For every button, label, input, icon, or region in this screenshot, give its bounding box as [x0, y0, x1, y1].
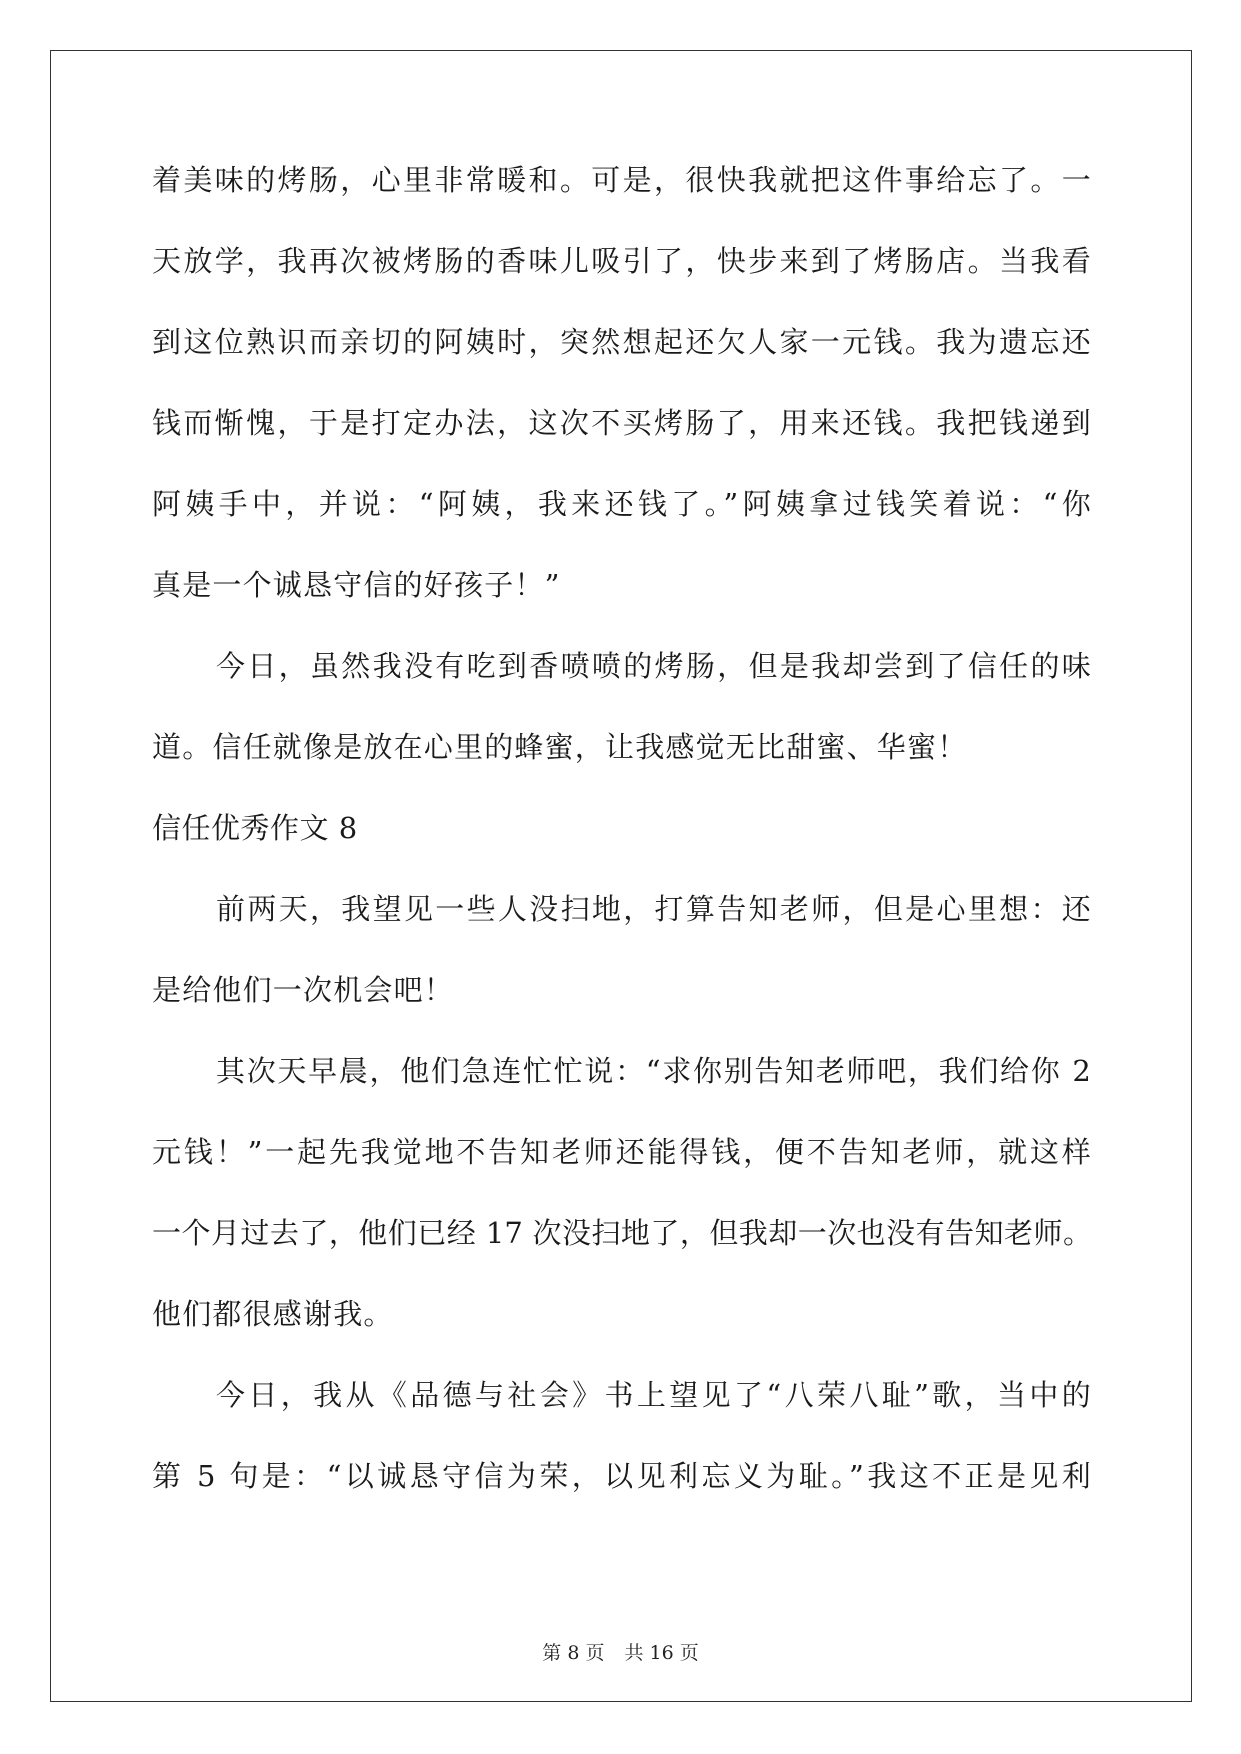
paragraph-line: 元钱！”一起先我觉地不告知老师还能得钱，便不告知老师，就这样	[152, 1135, 1092, 1169]
document-body	[152, 150, 1092, 1527]
page-footer	[0, 1638, 1241, 1665]
paragraph-line: 其次天早晨，他们急连忙忙说：“求你别告知老师吧，我们给你 2	[216, 1054, 1092, 1088]
paragraph-line: 今日，虽然我没有吃到香喷喷的烤肠，但是我却尝到了信任的味	[216, 649, 1092, 683]
paragraph-line: 第 5 句是：“以诚恳守信为荣，以见利忘义为耻。”我这不正是见利	[152, 1459, 1092, 1493]
paragraph-line: 一个月过去了，他们已经 17 次没扫地了，但我却一次也没有告知老师。	[152, 1216, 1092, 1250]
paragraph-line: 他们都很感谢我。	[152, 1297, 394, 1331]
paragraph-line: 到这位熟识而亲切的阿姨时，突然想起还欠人家一元钱。我为遗忘还	[152, 325, 1092, 359]
paragraph-line: 真是一个诚恳守信的好孩子！”	[152, 568, 561, 602]
paragraph-line: 阿姨手中，并说：“阿姨，我来还钱了。”阿姨拿过钱笑着说：“你	[152, 487, 1092, 521]
paragraph-line: 天放学，我再次被烤肠的香味儿吸引了，快步来到了烤肠店。当我看	[152, 244, 1092, 278]
paragraph-line: 着美味的烤肠，心里非常暖和。可是，很快我就把这件事给忘了。一	[152, 163, 1092, 197]
paragraph-line: 今日，我从《品德与社会》书上望见了“八荣八耻”歌，当中的	[216, 1378, 1092, 1412]
page-total: 共 16 页	[624, 1642, 699, 1664]
section-heading: 信任优秀作文 8	[152, 811, 358, 845]
paragraph-line: 前两天，我望见一些人没扫地，打算告知老师，但是心里想：还	[216, 892, 1092, 926]
paragraph-line: 钱而惭愧，于是打定办法，这次不买烤肠了，用来还钱。我把钱递到	[152, 406, 1092, 440]
paragraph-line: 道。信任就像是放在心里的蜂蜜，让我感觉无比甜蜜、华蜜！	[152, 730, 968, 764]
page-number: 第 8 页	[542, 1642, 605, 1664]
paragraph-line: 是给他们一次机会吧！	[152, 973, 455, 1007]
